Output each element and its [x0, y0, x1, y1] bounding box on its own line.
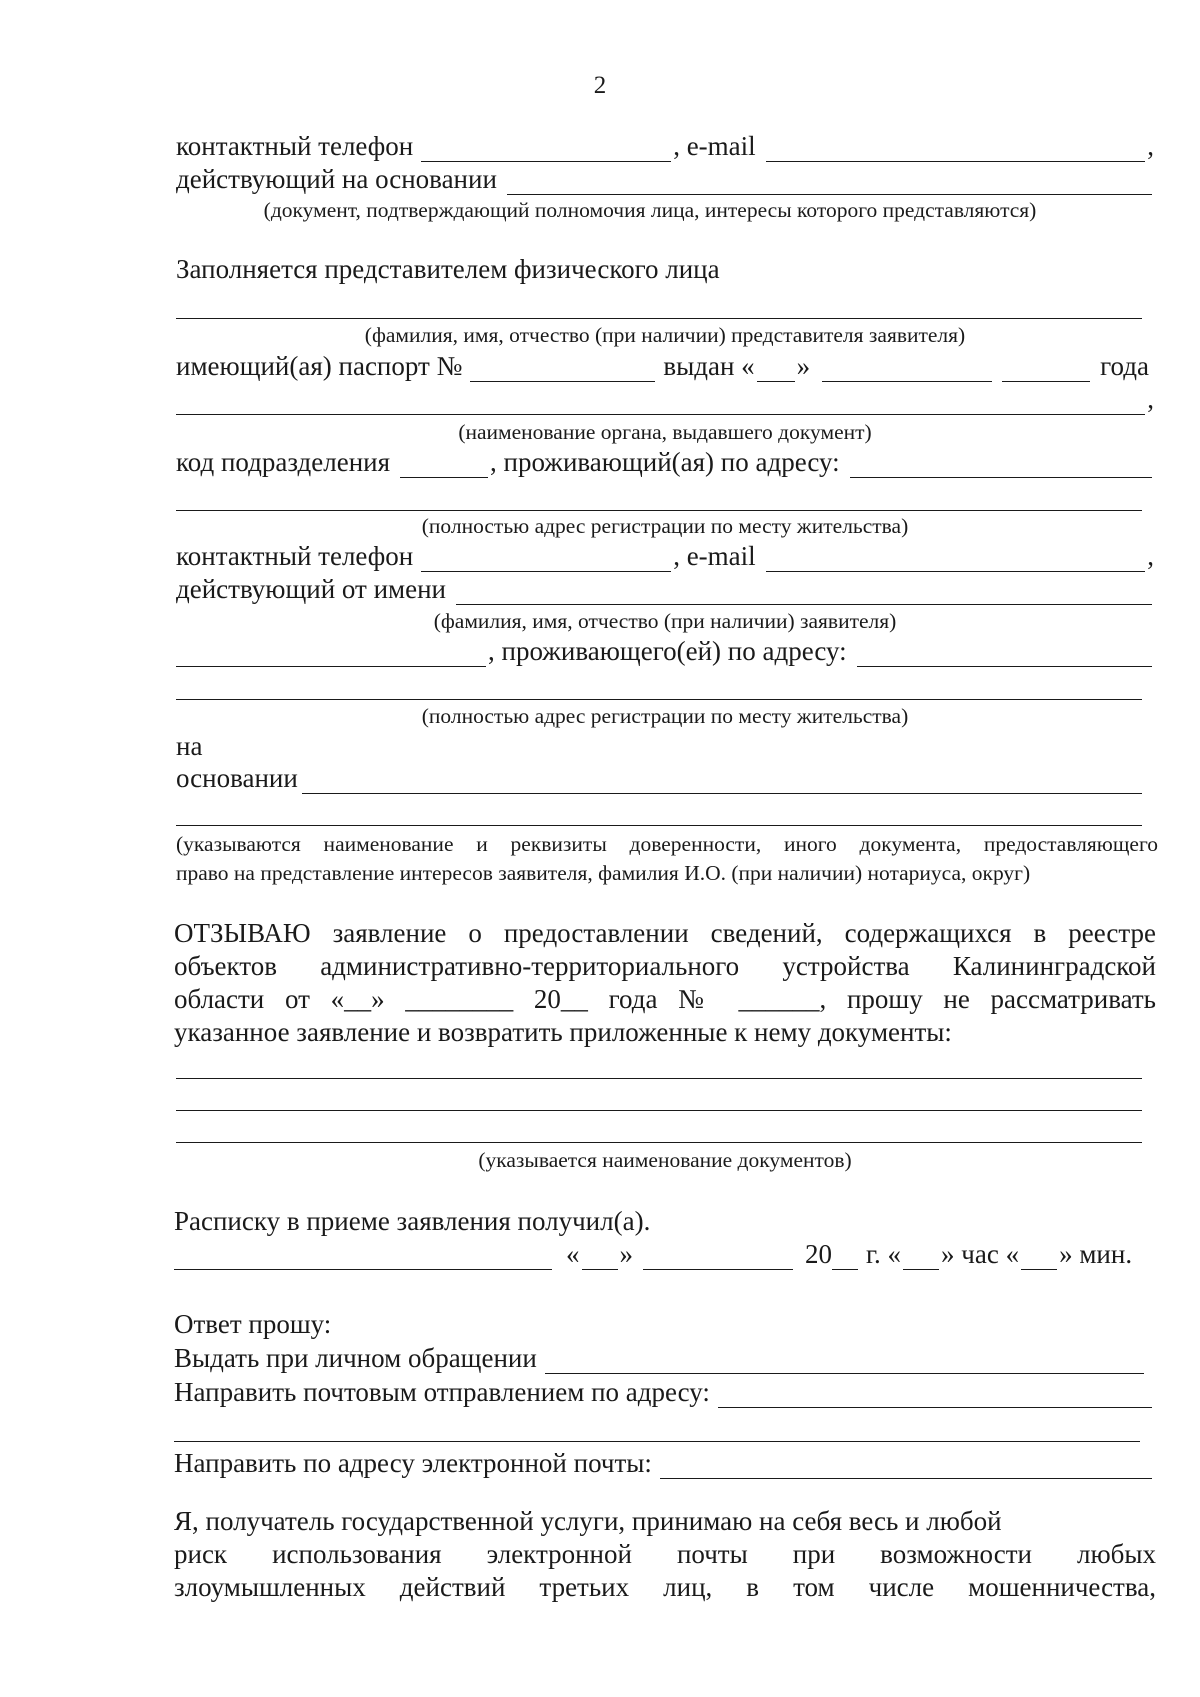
- email-label: , e-mail: [673, 541, 756, 571]
- basis-doc-hint: [176, 830, 1158, 888]
- in-person-field[interactable]: [545, 1349, 1144, 1374]
- revocation-paragraph: [174, 917, 1156, 1049]
- on-behalf-row: [176, 573, 1154, 605]
- documents-field-2[interactable]: [176, 1110, 1142, 1111]
- page-number: 2: [593, 72, 607, 99]
- rep-phone-row: [176, 540, 1154, 572]
- passport-number-field[interactable]: [470, 357, 655, 382]
- by-post-field-2[interactable]: [174, 1441, 1140, 1442]
- applicant-address-row: [176, 635, 1154, 667]
- consent-line2: риск использования электронной почты при возможности любых: [174, 1539, 1156, 1569]
- issuer-field[interactable]: [176, 390, 1145, 415]
- basis-label: основании: [176, 763, 298, 793]
- phone-field[interactable]: [421, 137, 671, 162]
- hour-label: » час «: [941, 1239, 1020, 1269]
- phone-label: контактный телефон: [176, 131, 414, 161]
- revocation-line3: области от «__» ________ 20__ года № ______, прошу не рассматривать: [174, 984, 1156, 1014]
- issued-year-field[interactable]: [1002, 357, 1090, 382]
- receiver-signature-field[interactable]: [174, 1245, 552, 1270]
- address-hint: (полностью адрес регистрации по месту жительства): [421, 514, 909, 538]
- by-post-field[interactable]: [718, 1383, 1152, 1408]
- receipt-minute-field[interactable]: [1021, 1245, 1057, 1270]
- date-open: «: [566, 1239, 580, 1269]
- basis-hint: (документ, подтверждающий полномочия лица, интересы которого представляются): [263, 198, 1037, 222]
- basis-doc-hint-line1: (указываются наименование и реквизиты доверенности, иного документа, предоставляющего: [176, 832, 1158, 856]
- basis-row: [176, 163, 1154, 195]
- basis-field[interactable]: [507, 170, 1152, 195]
- applicant-living-label: , проживающего(ей) по адресу:: [488, 636, 847, 666]
- consent-line1: Я, получатель государственной услуги, принимаю на себя весь и любой: [174, 1506, 1002, 1536]
- code-label: код подразделения: [176, 447, 391, 477]
- by-post-row: [174, 1376, 1154, 1408]
- comma: ,: [1147, 131, 1154, 161]
- receipt-month-field[interactable]: [643, 1245, 793, 1270]
- year-label: 20: [805, 1239, 832, 1269]
- applicant-hint: (фамилия, имя, отчество (при наличии) заявителя): [433, 609, 897, 633]
- issued-month-field[interactable]: [822, 357, 992, 382]
- passport-label: имеющий(ая) паспорт №: [176, 351, 463, 381]
- contact-phone-row: [176, 130, 1154, 162]
- code-row: [176, 446, 1154, 478]
- consent-paragraph: [174, 1505, 1156, 1604]
- issued-day-field[interactable]: [757, 357, 795, 382]
- applicant-address-field-2[interactable]: [176, 699, 1142, 700]
- code-field[interactable]: [400, 453, 488, 478]
- basis-doc-field[interactable]: [302, 769, 1142, 794]
- receipt-day-field[interactable]: [582, 1245, 618, 1270]
- by-email-row: [174, 1447, 1154, 1479]
- comma: ,: [1147, 384, 1154, 414]
- passport-row: [176, 350, 1154, 382]
- basis-doc-hint-line2: право на представление интересов заявителя, фамилия И.О. (при наличии) нотариуса, округ): [176, 861, 1031, 885]
- email-field[interactable]: [766, 547, 1146, 572]
- date-close: »: [619, 1239, 633, 1269]
- by-post-label: Направить почтовым отправлением по адресу:: [174, 1377, 710, 1407]
- issued-label: выдан «: [663, 351, 755, 381]
- basis-doc-row: [176, 762, 1142, 794]
- in-person-row: [174, 1342, 1146, 1374]
- applicant-name-field[interactable]: [456, 580, 1152, 605]
- documents-field-3[interactable]: [176, 1142, 1142, 1143]
- issued-close: »: [796, 351, 811, 381]
- rep-name-hint: (фамилия, имя, отчество (при наличии) представителя заявителя): [364, 323, 966, 347]
- year-label: года: [1100, 351, 1150, 381]
- revocation-line4: указанное заявление и возвратить приложенные к нему документы:: [174, 1017, 952, 1047]
- address-field-2[interactable]: [176, 510, 1142, 511]
- consent-line3: злоумышленных действий третьих лиц, в том числе мошенничества,: [174, 1572, 1156, 1602]
- basis-doc-field-2[interactable]: [176, 825, 1142, 826]
- comma: ,: [1147, 541, 1154, 571]
- by-email-field[interactable]: [660, 1454, 1152, 1479]
- address-field[interactable]: [850, 453, 1152, 478]
- phone-label: контактный телефон: [176, 541, 414, 571]
- rep-name-field[interactable]: [176, 318, 1142, 319]
- answer-label: Ответ прошу:: [174, 1309, 332, 1339]
- documents-hint: (указывается наименование документов): [478, 1148, 852, 1172]
- phone-field[interactable]: [421, 547, 671, 572]
- email-field[interactable]: [766, 137, 1146, 162]
- revocation-line2: объектов административно-территориального устройства Калининградской: [174, 951, 1156, 981]
- receipt-label: Расписку в приеме заявления получил(а).: [174, 1206, 651, 1236]
- section-heading: Заполняется представителем физического лица: [176, 254, 720, 284]
- issuer-hint: (наименование органа, выдавшего документ): [458, 420, 872, 444]
- documents-field-1[interactable]: [176, 1078, 1142, 1079]
- email-label: , e-mail: [673, 131, 756, 161]
- g-label: г. «: [866, 1239, 902, 1269]
- min-label: » мин.: [1059, 1239, 1133, 1269]
- receipt-date-row: [174, 1238, 1152, 1270]
- on-behalf-label: действующий от имени: [176, 574, 446, 604]
- basis-label: действующий на основании: [176, 164, 497, 194]
- by-email-label: Направить по адресу электронной почты:: [174, 1448, 652, 1478]
- receipt-hour-field[interactable]: [903, 1245, 939, 1270]
- issuer-row: [176, 383, 1154, 415]
- applicant-address-hint: (полностью адрес регистрации по месту жительства): [421, 704, 909, 728]
- on-label: на: [176, 731, 203, 761]
- revocation-line1: ОТЗЫВАЮ заявление о предоставлении сведений, содержащихся в реестре: [174, 918, 1156, 948]
- receipt-year-field[interactable]: [832, 1245, 858, 1270]
- in-person-label: Выдать при личном обращении: [174, 1343, 537, 1373]
- applicant-address-field[interactable]: [857, 642, 1152, 667]
- applicant-name-tail-field[interactable]: [176, 642, 486, 667]
- living-label: , проживающий(ая) по адресу:: [490, 447, 840, 477]
